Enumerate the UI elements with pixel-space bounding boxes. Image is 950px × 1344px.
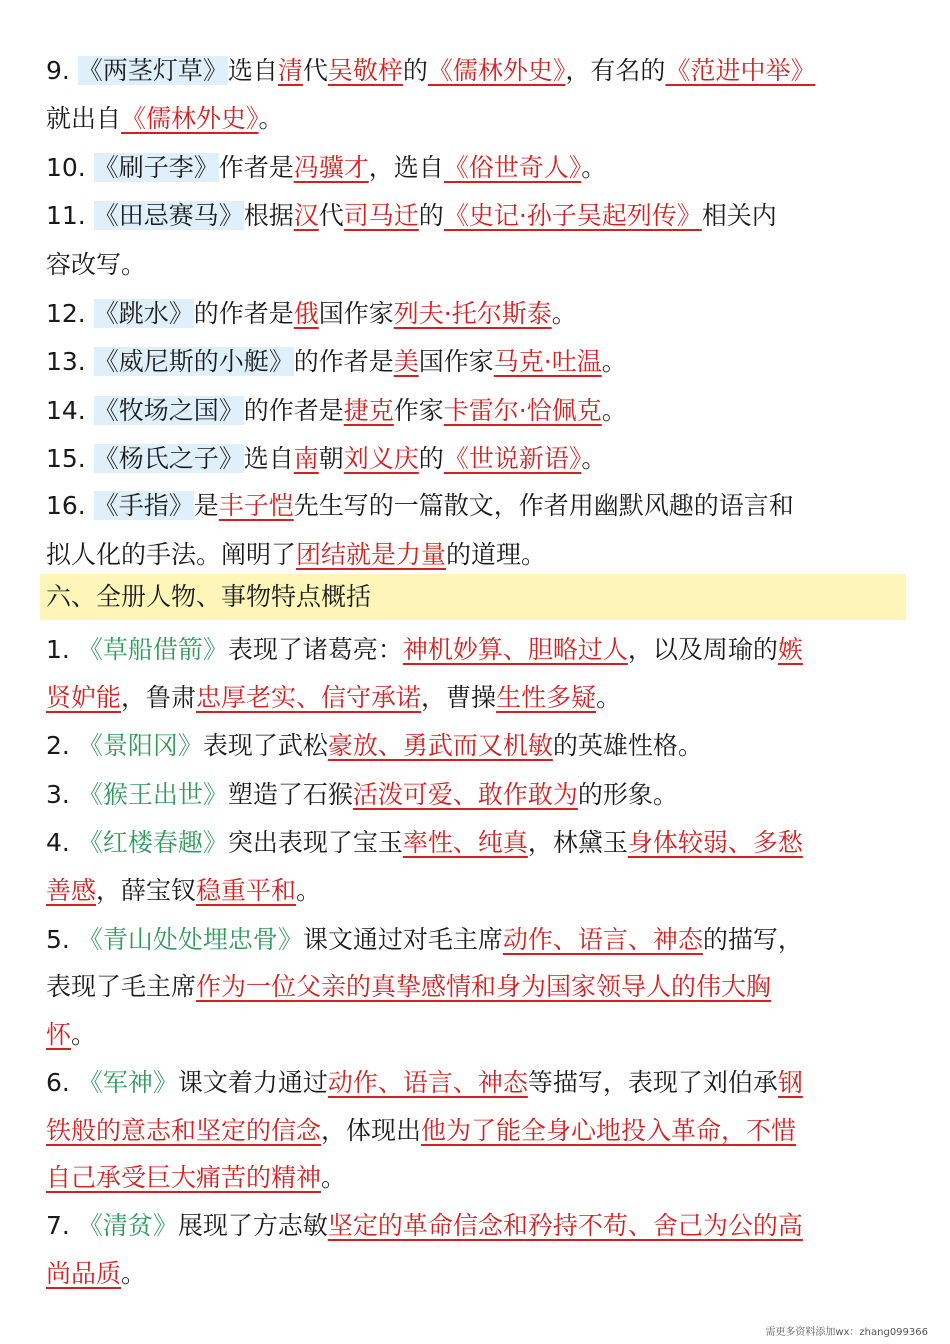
body-text: 12. bbox=[46, 299, 94, 328]
body-text: 就出自 bbox=[46, 104, 122, 133]
title-text: 《杨氏之子》 bbox=[93, 444, 244, 473]
answer-text: 卡雷尔·恰佩克 bbox=[443, 396, 602, 425]
title-text: 《两茎灯草》 bbox=[77, 56, 228, 85]
text-line bbox=[46, 826, 916, 860]
answer-text: 稳重平和 bbox=[196, 876, 297, 905]
answer-text: 怀 bbox=[46, 1020, 72, 1049]
body-text: 表现了武松 bbox=[202, 731, 328, 760]
answer-text: 《儒林外史》 bbox=[427, 56, 566, 85]
answer-text: 嫉 bbox=[777, 635, 803, 664]
body-text: 11. bbox=[46, 201, 94, 230]
body-text: 根据 bbox=[243, 201, 294, 230]
answer-text: 吴敬梓 bbox=[327, 56, 403, 85]
body-text: 代 bbox=[302, 56, 328, 85]
body-text: 的道理。 bbox=[446, 540, 547, 569]
body-text: 。 bbox=[601, 396, 627, 425]
body-text: 朝 bbox=[318, 444, 344, 473]
body-text: 国作家 bbox=[418, 347, 494, 376]
answer-text: 豪放、勇武而又机敏 bbox=[327, 731, 553, 760]
body-text: 。 bbox=[121, 1259, 147, 1288]
body-text: 的英雄性格。 bbox=[552, 731, 703, 760]
answer-text: 神机妙算、胆略过人 bbox=[402, 635, 628, 664]
body-text: 。 bbox=[581, 153, 607, 182]
answer-text: 率性、纯真 bbox=[402, 828, 528, 857]
body-text: 。 bbox=[71, 1020, 97, 1049]
body-text: 的 bbox=[418, 201, 444, 230]
text-line bbox=[46, 729, 916, 763]
body-text: 4. bbox=[46, 828, 78, 857]
body-text: 的形象。 bbox=[577, 780, 678, 809]
answer-text: 自己承受巨大痛苦的精神 bbox=[46, 1163, 322, 1192]
body-text: 的作者是 bbox=[293, 347, 394, 376]
answer-text: 汉 bbox=[293, 201, 319, 230]
text-line bbox=[46, 394, 916, 428]
body-text: 3. bbox=[46, 780, 78, 809]
text-line bbox=[46, 199, 916, 233]
body-text: 作者是 bbox=[218, 153, 294, 182]
answer-text: 冯骥才 bbox=[293, 153, 369, 182]
body-text: 是 bbox=[193, 491, 219, 520]
text-line bbox=[46, 1018, 916, 1052]
body-text: 突出表现了宝玉 bbox=[227, 828, 403, 857]
body-text: 10. bbox=[46, 153, 94, 182]
body-text: 1. bbox=[46, 635, 78, 664]
body-text: 选自 bbox=[243, 444, 294, 473]
body-text: ，以及周瑜的 bbox=[627, 635, 778, 664]
text-line bbox=[46, 442, 916, 476]
body-text: 。 bbox=[296, 876, 322, 905]
answer-text: 捷克 bbox=[343, 396, 394, 425]
answer-text: 马克·吐温 bbox=[493, 347, 602, 376]
body-text: 9. bbox=[46, 56, 78, 85]
title-text: 《军神》 bbox=[77, 1068, 178, 1097]
answer-text: 忠厚老实、信守承诺 bbox=[196, 683, 422, 712]
answer-text: 贤妒能 bbox=[46, 683, 122, 712]
body-text: 拟人化的手法。阐明了 bbox=[46, 540, 297, 569]
body-text: 6. bbox=[46, 1068, 78, 1097]
body-text: ，鲁肃 bbox=[121, 683, 197, 712]
title-text: 《清贫》 bbox=[77, 1211, 178, 1240]
text-line bbox=[46, 681, 916, 715]
section-title: 六、全册人物、事物特点概括 bbox=[46, 582, 372, 611]
body-text: 表现了诸葛亮： bbox=[227, 635, 403, 664]
body-text: 国作家 bbox=[318, 299, 394, 328]
body-text: 14. bbox=[46, 396, 94, 425]
answer-text: 动作、语言、神态 bbox=[327, 1068, 528, 1097]
text-line bbox=[46, 538, 916, 572]
body-text: 的描写， bbox=[702, 925, 803, 954]
body-text: ，体现出 bbox=[321, 1116, 422, 1145]
body-text: 容改写。 bbox=[46, 250, 147, 279]
footer-watermark: 需更多资料添加wx：zhang099366 bbox=[765, 1327, 928, 1338]
body-text: 的 bbox=[402, 56, 428, 85]
body-text: 表现了毛主席 bbox=[46, 972, 197, 1001]
body-text: 。 bbox=[551, 299, 577, 328]
answer-text: 美 bbox=[393, 347, 419, 376]
text-line bbox=[46, 345, 916, 379]
answer-text: 钢 bbox=[777, 1068, 803, 1097]
body-text: 7. bbox=[46, 1211, 78, 1240]
body-text: 代 bbox=[318, 201, 344, 230]
title-text: 《草船借箭》 bbox=[77, 635, 228, 664]
answer-text: 列夫·托尔斯泰 bbox=[393, 299, 552, 328]
body-text: 。 bbox=[596, 683, 622, 712]
body-text: 5. bbox=[46, 925, 78, 954]
text-line bbox=[46, 248, 916, 282]
title-text: 《青山处处埋忠骨》 bbox=[77, 925, 303, 954]
body-text: 先生写的一篇散文，作者用幽默风趣的语言和 bbox=[293, 491, 794, 520]
body-text: 塑造了石猴 bbox=[227, 780, 353, 809]
body-text: 课文通过对毛主席 bbox=[302, 925, 503, 954]
body-text: 。 bbox=[601, 347, 627, 376]
answer-text: 《范进中举》 bbox=[665, 56, 816, 85]
title-text: 《手指》 bbox=[93, 491, 194, 520]
text-line bbox=[46, 489, 916, 523]
text-line bbox=[46, 102, 916, 136]
body-text: 。 bbox=[258, 104, 284, 133]
answer-text: 清 bbox=[277, 56, 303, 85]
body-text: 的作者是 bbox=[243, 396, 344, 425]
body-text: 。 bbox=[581, 444, 607, 473]
text-line bbox=[46, 1209, 916, 1243]
title-text: 《猴王出世》 bbox=[77, 780, 228, 809]
text-line bbox=[46, 151, 916, 185]
body-text: 15. bbox=[46, 444, 94, 473]
body-text: 2. bbox=[46, 731, 78, 760]
answer-text: 铁般的意志和坚定的信念 bbox=[46, 1116, 322, 1145]
text-line bbox=[46, 923, 916, 957]
body-text: ，林黛玉 bbox=[527, 828, 628, 857]
text-line bbox=[46, 1066, 916, 1100]
body-text: ，曹操 bbox=[421, 683, 497, 712]
body-text: 16. bbox=[46, 491, 94, 520]
body-text: ，薛宝钗 bbox=[96, 876, 197, 905]
title-text: 《红楼春趣》 bbox=[77, 828, 228, 857]
answer-text: 作为一位父亲的真挚感情和身为国家领导人的伟大胸 bbox=[196, 972, 772, 1001]
text-line bbox=[46, 54, 916, 88]
answer-text: 俄 bbox=[293, 299, 319, 328]
answer-text: 《儒林外史》 bbox=[121, 104, 259, 133]
answer-text: 团结就是力量 bbox=[296, 540, 447, 569]
body-text: 的 bbox=[418, 444, 444, 473]
title-text: 《刷子李》 bbox=[93, 153, 219, 182]
body-text: 选自 bbox=[227, 56, 278, 85]
answer-text: 善感 bbox=[46, 876, 97, 905]
title-text: 《景阳冈》 bbox=[77, 731, 203, 760]
answer-text: 尚品质 bbox=[46, 1259, 122, 1288]
answer-text: 刘义庆 bbox=[343, 444, 419, 473]
text-line bbox=[46, 297, 916, 331]
body-text: 的作者是 bbox=[193, 299, 294, 328]
title-text: 《牧场之国》 bbox=[93, 396, 244, 425]
text-line bbox=[46, 970, 916, 1004]
body-text: 课文着力通过 bbox=[177, 1068, 328, 1097]
text-line bbox=[46, 633, 916, 667]
body-text: 展现了方志敏 bbox=[177, 1211, 328, 1240]
text-line bbox=[46, 778, 916, 812]
title-text: 《田忌赛马》 bbox=[93, 201, 244, 230]
body-text: 相关内 bbox=[701, 201, 777, 230]
body-text: 等描写，表现了刘伯承 bbox=[527, 1068, 778, 1097]
answer-text: 《史记·孙子吴起列传》 bbox=[443, 201, 702, 230]
answer-text: 生性多疑 bbox=[496, 683, 597, 712]
text-line bbox=[46, 1161, 916, 1195]
body-text: 。 bbox=[321, 1163, 347, 1192]
section-header bbox=[40, 574, 906, 620]
title-text: 《威尼斯的小艇》 bbox=[93, 347, 294, 376]
answer-text: 《世说新语》 bbox=[443, 444, 582, 473]
text-line bbox=[46, 1257, 916, 1291]
body-text: 13. bbox=[46, 347, 94, 376]
answer-text: 丰子恺 bbox=[218, 491, 294, 520]
answer-text: 动作、语言、神态 bbox=[502, 925, 703, 954]
body-text: 作家 bbox=[393, 396, 444, 425]
text-line bbox=[46, 874, 916, 908]
answer-text: 身体较弱、多愁 bbox=[627, 828, 803, 857]
answer-text: 司马迁 bbox=[343, 201, 419, 230]
text-line bbox=[46, 1114, 916, 1148]
answer-text: 他为了能全身心地投入革命，不惜 bbox=[421, 1116, 797, 1145]
body-text: ，选自 bbox=[368, 153, 444, 182]
body-text: ，有名的 bbox=[565, 56, 666, 85]
answer-text: 活泼可爱、敢作敢为 bbox=[352, 780, 578, 809]
answer-text: 《俗世奇人》 bbox=[443, 153, 582, 182]
title-text: 《跳水》 bbox=[93, 299, 194, 328]
answer-text: 坚定的革命信念和矜持不苟、舍己为公的高 bbox=[327, 1211, 803, 1240]
answer-text: 南 bbox=[293, 444, 319, 473]
